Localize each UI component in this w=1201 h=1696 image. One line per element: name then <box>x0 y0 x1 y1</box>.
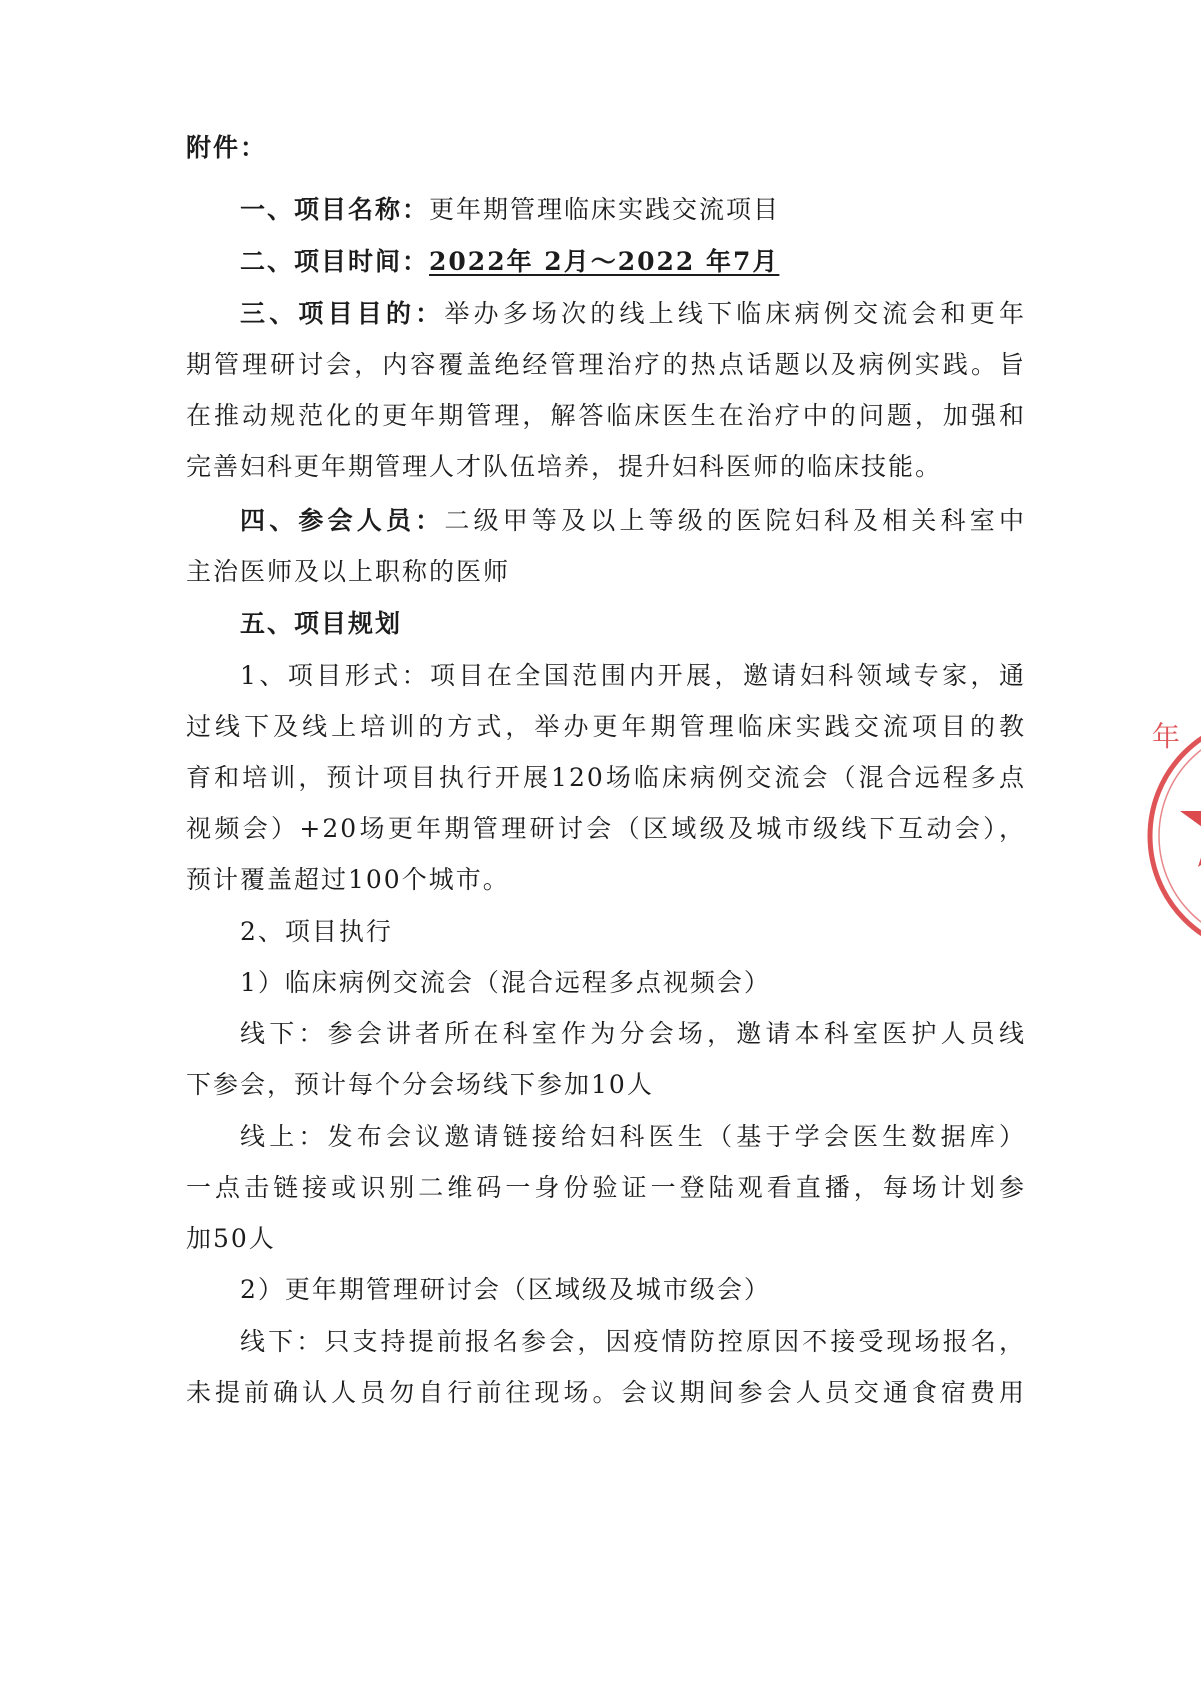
plan-form-line-1: 1、项目形式：项目在全国范围内开展，邀请妇科领域专家，通 <box>240 661 1026 690</box>
participants-line-2: 主治医师及以上职称的医师 <box>186 557 511 586</box>
seal-text: 年 <box>1152 720 1181 753</box>
attachment-label: 附件： <box>186 133 268 162</box>
plan-form-line-3: 育和培训，预计项目执行开展120场临床病例交流会（混合远程多点 <box>186 763 1026 792</box>
plan-form-line-5: 预计覆盖超过100个城市。 <box>186 865 510 894</box>
seminar-title: 2）更年期管理研讨会（区域级及城市级会） <box>240 1275 771 1304</box>
plan-exec-title: 2、项目执行 <box>240 917 393 946</box>
project-time-text: 2022年 2月～2022 年7月 <box>429 247 780 276</box>
project-name-heading: 一、项目名称： <box>240 195 430 224</box>
project-purpose-line-1 <box>240 296 1026 332</box>
exchange-online-line-1: 线上：发布会议邀请链接给妇科医生（基于学会医生数据库） <box>240 1122 1026 1151</box>
exchange-offline-line-2: 下参会，预计每个分会场线下参加10人 <box>186 1070 654 1099</box>
participants-heading: 四、参会人员： <box>240 506 445 535</box>
plan-form-line-2: 过线下及线上培训的方式，举办更年期管理临床实践交流项目的教 <box>186 712 1026 741</box>
project-purpose-line-3: 在推动规范化的更年期管理，解答临床医生在治疗中的问题，加强和 <box>186 401 1026 430</box>
exchange-online-line-2: 一点击链接或识别二维码一身份验证一登陆观看直播，每场计划参 <box>186 1173 1026 1202</box>
participants-text: 二级甲等及以上等级的医院妇科及相关科室中 <box>444 506 1026 535</box>
project-purpose-heading: 三、项目目的： <box>240 299 445 328</box>
plan-form-line-4: 视频会）+20场更年期管理研讨会（区域级及城市级线下互动会）， <box>186 814 1026 843</box>
project-plan-heading: 五、项目规划 <box>240 609 403 638</box>
exchange-offline-line-1: 线下：参会讲者所在科室作为分会场，邀请本科室医护人员线 <box>240 1019 1026 1048</box>
seminar-offline-line-1: 线下：只支持提前报名参会，因疫情防控原因不接受现场报名， <box>240 1327 1026 1356</box>
participants-line-1 <box>240 503 1026 539</box>
project-purpose-line-2: 期管理研讨会，内容覆盖绝经管理治疗的热点话题以及病例实践。旨 <box>186 350 1026 379</box>
project-purpose-line-4: 完善妇科更年期管理人才队伍培养，提升妇科医师的临床技能。 <box>186 452 943 481</box>
project-name-text: 更年期管理临床实践交流项目 <box>429 195 781 224</box>
exchange-online-line-3: 加50人 <box>186 1224 276 1253</box>
project-name-line <box>240 192 1026 228</box>
seminar-offline-line-2: 未提前确认人员勿自行前往现场。会议期间参会人员交通食宿费用 <box>186 1378 1026 1407</box>
project-time-heading: 二、项目时间： <box>240 247 430 276</box>
exchange-meeting-title: 1）临床病例交流会（混合远程多点视频会） <box>240 968 771 997</box>
project-purpose-text: 举办多场次的线上线下临床病例交流会和更年 <box>444 299 1026 328</box>
official-seal-stamp <box>1138 706 1201 966</box>
project-time-line <box>240 244 1026 280</box>
